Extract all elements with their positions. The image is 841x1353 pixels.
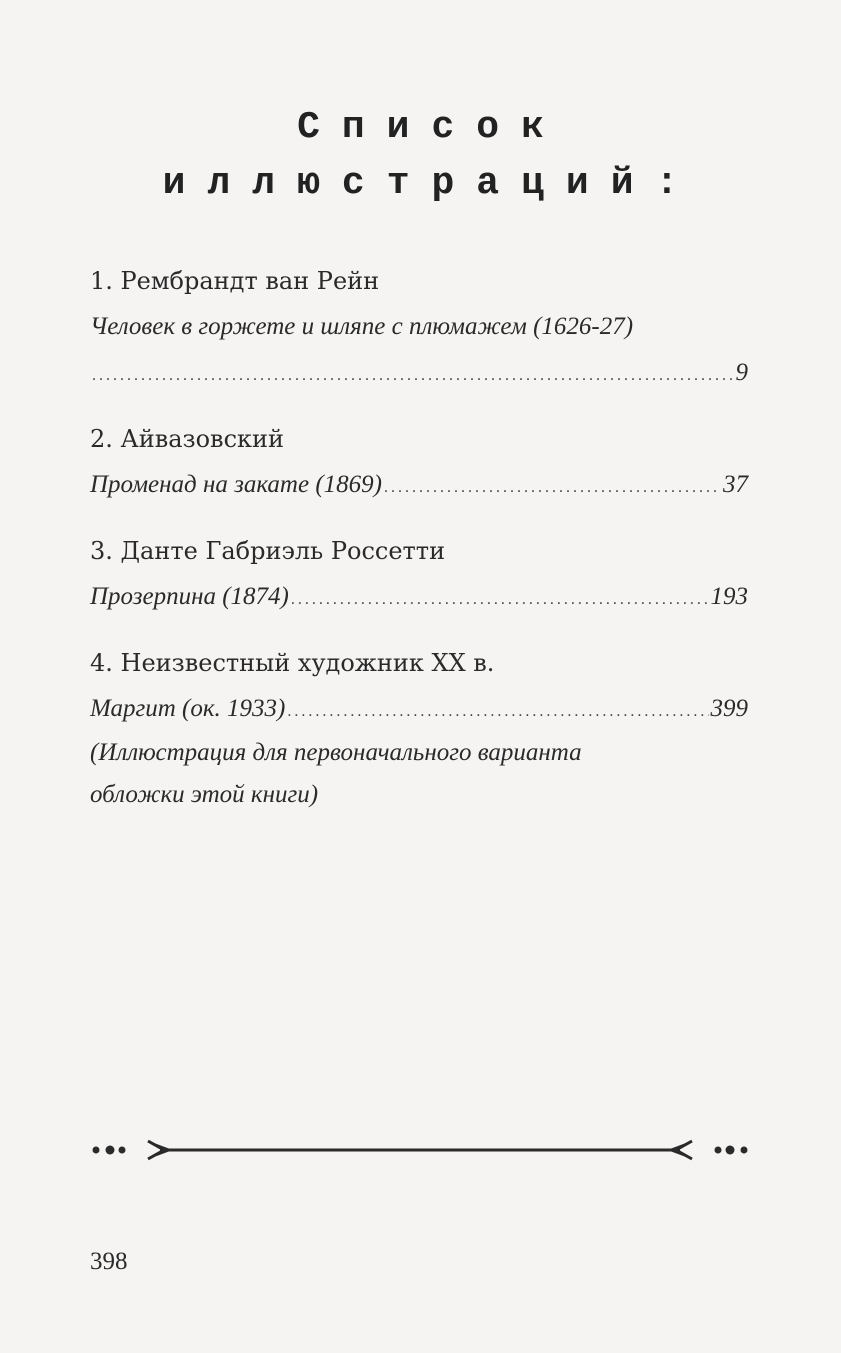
entry-page-number: 193 [710,583,748,610]
entry-author: 3. Данте Габриэль Россетти [90,537,446,565]
heading-line-1: Список [297,106,566,149]
dot-leader [287,689,708,735]
heading-line-2: иллюстраций: [162,162,701,205]
ornament-divider-icon [90,1135,750,1165]
entry-author: 4. Неизвестный художник XX в. [90,649,495,677]
entry-note-line-2: обложки этой книги) [90,781,319,808]
entry-work-row [90,462,748,508]
entry-author: 2. Айвазовский [90,425,285,453]
dot-leader [384,465,721,511]
entry-work-row [90,686,748,732]
entry-work-title: Человек в горжете и шляпе с плюмажем (1626-27) [90,313,634,340]
list-item [90,416,748,508]
entry-page-number: 399 [710,695,748,722]
entry-work-title: Променад на закате (1869) [90,471,382,498]
list-item [90,528,748,620]
dot-leader [92,353,734,399]
entry-work-row [90,574,748,620]
entry-page-number: 37 [723,471,748,498]
entry-page-number: 9 [735,359,748,386]
list-item [90,258,748,396]
illustrations-list [90,258,748,836]
list-item [90,640,748,816]
entry-page-row [90,350,748,396]
page-heading [0,100,841,212]
entry-note-line-1: (Иллюстрация для первоначального варианта [90,739,582,766]
entry-work-title: Прозерпина (1874) [90,583,289,610]
dot-leader [291,577,709,623]
entry-author: 1. Рембрандт ван Рейн [90,267,380,295]
page-number: 398 [90,1248,128,1275]
entry-work-title: Маргит (ок. 1933) [90,695,286,722]
